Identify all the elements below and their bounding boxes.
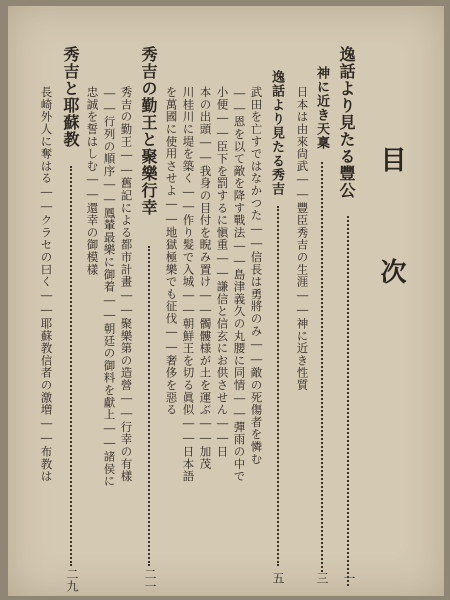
chapter-heading: 逸話より見たる豐公 xyxy=(337,46,356,199)
section-heading: 神に近き天稟 xyxy=(314,66,329,150)
book-page xyxy=(8,6,444,596)
entry-line: 小便――臣下を罰するに愼重――謙信と信玄にお供させん――日 xyxy=(215,86,230,458)
page-number: 二一 xyxy=(143,568,157,592)
dot-leader xyxy=(321,162,323,572)
page-number: 五 xyxy=(271,572,285,584)
chapter-heading: 秀吉の勤王と聚樂行幸 xyxy=(139,46,158,216)
page-title: 目 次 xyxy=(376,146,406,314)
entry-line: 本の出頭――我身の目付を睨み置け――髑髏様が土を運ぶ――加茂 xyxy=(198,86,213,470)
dot-leader xyxy=(347,216,349,586)
section-heading: 逸話より見たる秀吉 xyxy=(269,70,284,196)
entry-line: 日本は由來尙武――豐臣秀吉の生涯――神に近き性質 xyxy=(295,86,310,392)
chapter-heading: 秀吉と耶蘇教 xyxy=(61,46,80,148)
entry-line: 長崎外人に奪はる――クラセの曰く――耶蘇教信者の激増――布教は xyxy=(39,86,54,483)
entry-line: を萬國に使用させよ――地獄極樂でも征伐――奢侈を惡る xyxy=(164,86,179,416)
entry-line: 川桂川に堤を築く――作り髮で入城――朝鮮王を切る眞似――日本語 xyxy=(181,86,196,483)
entry-line: 忠誠を誓はしむ――還幸の御模樣 xyxy=(85,86,100,276)
page-number: 二九 xyxy=(65,568,79,592)
dot-leader xyxy=(148,246,150,566)
page-number: 三 xyxy=(315,572,329,584)
entry-line: 秀吉の勤王――舊記による都市計畫――聚樂第の造營――行幸の有樣 xyxy=(119,86,134,483)
page-number: 一 xyxy=(342,572,356,584)
dot-leader xyxy=(70,166,72,566)
dot-leader xyxy=(277,206,279,566)
entry-line: 武田を亡すではなかつた――信長は勇將のみ――敵の死傷者を憐む xyxy=(249,86,264,465)
entry-line: ――行列の順序――鳳輦最樂に御着――朝廷の御料を獻上――諸侯に xyxy=(102,86,117,488)
entry-line: ――恩を以て敵を降す戰法――島津義久の丸腰に同情――彈雨の中で xyxy=(232,86,247,483)
